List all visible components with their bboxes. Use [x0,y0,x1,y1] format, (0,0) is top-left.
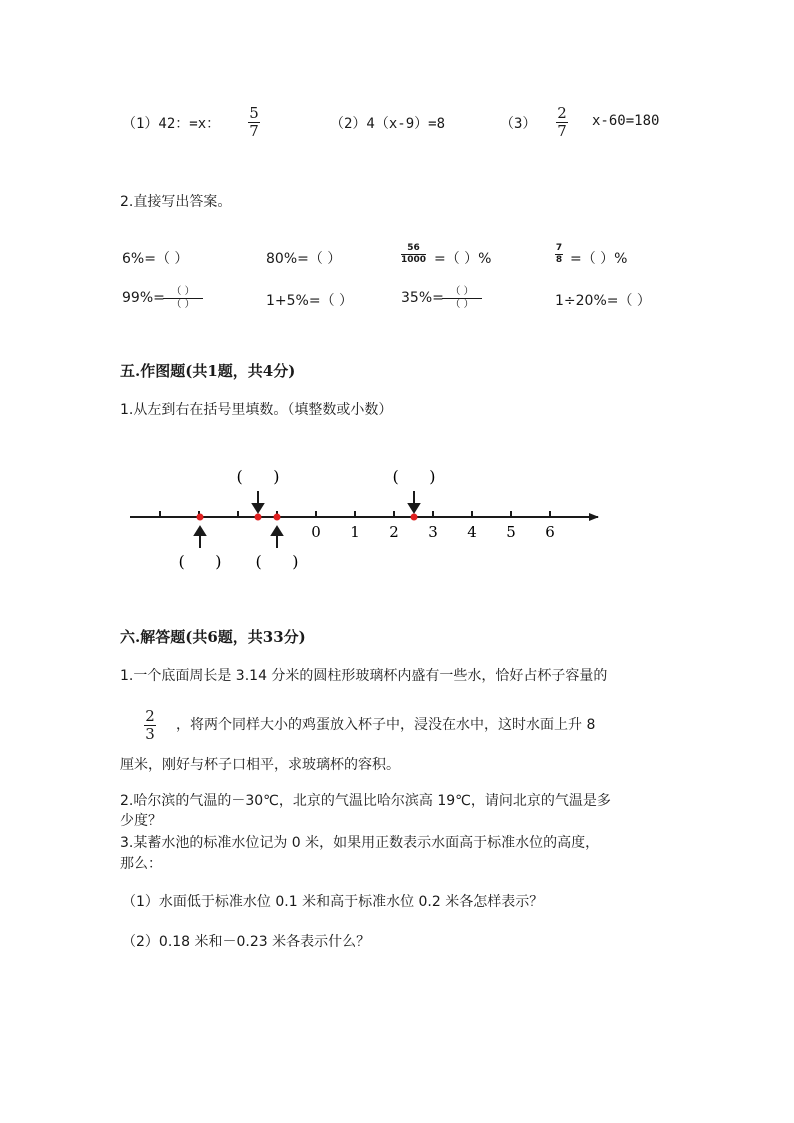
section-6-q1-fraction [144,709,156,742]
section-6-q3-sub-1: （1）水面低于标准水位 0.1 米和高于标准水位 0.2 米各怎样表示？ [122,894,544,910]
fraction-denominator: 8 [555,255,563,265]
fraction-denominator: 3 [145,725,155,743]
q2-item-1-div-20-percent: 1÷20%=（ ） [555,293,651,309]
equation-3-fraction-numerator: 2 [557,104,567,122]
q2-item-1-plus-5-percent: 1+5%=（ ） [266,293,354,309]
fraction-denominator: 1000 [401,255,427,265]
section-6-q1-line-3: 厘米，刚好与杯子口相平，求玻璃杯的容积。 [120,757,400,773]
tick-label-4: 4 [467,523,477,541]
q2-item-99-percent-label: 99%= [122,290,165,306]
arrow-up-c-head [272,527,282,535]
arrow-down-d-head [409,504,419,512]
tick-label-2: 2 [389,523,399,541]
number-line-figure [0,455,794,585]
equation-3-suffix: x-60=180 [592,113,660,129]
point-b [255,514,262,521]
equation-1-label: （1）42：=x： [122,116,221,132]
fraction-numerator: 56 [407,243,420,253]
equation-2: （2）4（x-9）=8 [330,116,446,132]
q2-fraction-56-1000 [401,244,426,265]
arrow-down-b-head [253,504,263,512]
q2-item-35-percent-label: 35%= [401,290,444,306]
answer-blank-b: ( ) [236,467,280,486]
point-d [411,514,418,521]
section-6-q2-line-2: 少度？ [120,813,162,829]
equation-3-label: （3） [500,116,537,132]
fraction-denominator-blank: （ ） [171,299,195,310]
fraction-numerator-blank: （ ） [450,286,474,297]
section-6-q1-line-1: 1.一个底面周长是 3.14 分米的圆柱形玻璃杯内盛有一些水，恰好占杯子容量的 [120,668,608,684]
q2-item-80-percent: 80%=（ ） [266,251,342,267]
equation-3-fraction-denominator: 7 [557,122,567,140]
section-6-q3-line-1: 3.某蓄水池的标准水位记为 0 米，如果用正数表示水面高于标准水位的高度， [120,835,600,851]
tick-label-1: 1 [350,523,360,541]
arrow-up-a-head [195,527,205,535]
answer-blank-a: ( ) [178,552,222,571]
point-a [197,514,204,521]
section-6-q3-line-2: 那么： [120,856,162,872]
answer-blank-c: ( ) [255,552,299,571]
q2-item-56-1000-tail: =（ ）% [434,251,492,267]
section-6-q2-line-1: 2.哈尔滨的气温的－30℃，北京的气温比哈尔滨高 19℃，请问北京的气温是多 [120,793,611,809]
q2-item-35-percent-fraction [442,287,482,310]
equation-1-fraction [248,106,260,139]
section-6-heading: 六.解答题(共6题，共33分) [120,628,306,646]
fraction-numerator-blank: （ ） [171,286,195,297]
section-5-question-1: 1.从左到右在括号里填数。（填整数或小数） [120,402,393,418]
fraction-numerator: 7 [555,243,563,253]
answer-blank-d: ( ) [392,467,436,486]
question-2-title: 2.直接写出答案。 [120,194,232,210]
tick-label-0: 0 [311,523,321,541]
q2-item-99-percent-fraction [163,287,203,310]
fraction-denominator-blank: （ ） [450,299,474,310]
fraction-numerator: 2 [145,707,155,725]
tick-label-3: 3 [428,523,438,541]
q2-fraction-7-8 [555,244,563,265]
equation-1-fraction-numerator: 5 [249,104,259,122]
equation-3-fraction [556,106,568,139]
section-6-q1-line-2: ，将两个同样大小的鸡蛋放入杯子中，浸没在水中，这时水面上升 8 [176,717,596,733]
tick-label-5: 5 [506,523,516,541]
point-c [274,514,281,521]
q2-item-6-percent: 6%=（ ） [122,251,189,267]
q2-item-7-8-tail: =（ ）% [570,251,628,267]
section-6-q3-sub-2: （2）0.18 米和－0.23 米各表示什么？ [122,934,371,950]
section-5-heading: 五.作图题(共1题，共4分) [120,362,296,380]
tick-label-6: 6 [545,523,555,541]
equation-1-fraction-denominator: 7 [249,122,259,140]
